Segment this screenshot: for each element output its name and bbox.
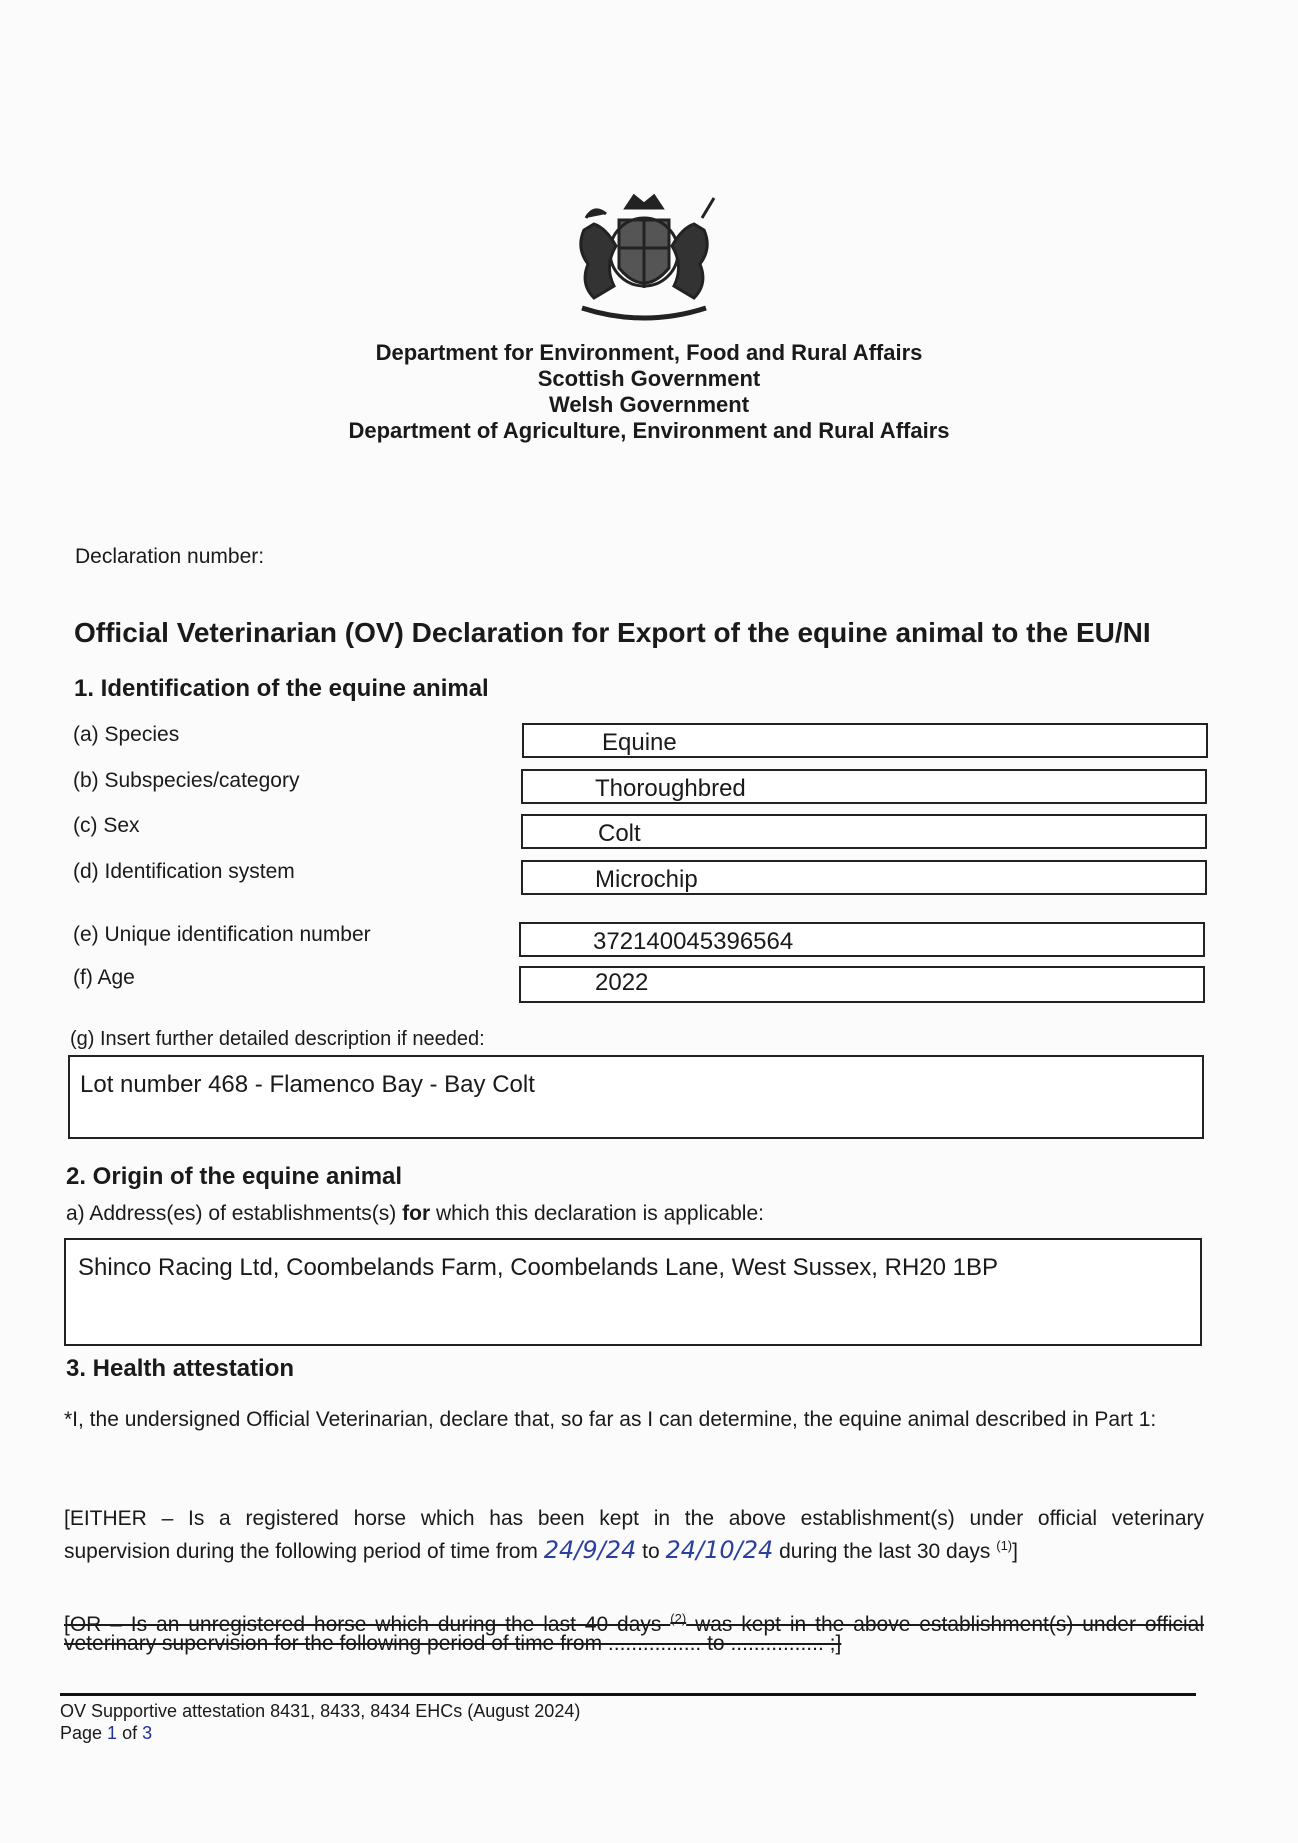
royal-coat-of-arms-emblem [564,190,724,330]
field-label: (d) Identification system [73,860,295,883]
section-1-heading: 1. Identification of the equine animal [74,675,489,702]
subspecies-field[interactable] [521,769,1207,804]
further-description-value: Lot number 468 - Flamenco Bay - Bay Colt [80,1071,535,1098]
department-name: Scottish Government [537,366,761,391]
field-value: Colt [598,820,641,847]
age-field[interactable] [519,966,1205,1003]
attestation-intro: *I, the undersigned Official Veterinarian, declare that, so far as I can determine, the equine animal described in Part 1: [64,1408,1157,1431]
address-field[interactable] [64,1238,1202,1346]
further-description-field[interactable] [68,1055,1204,1139]
field-value: Equine [602,729,677,756]
field-value: 2022 [595,969,649,996]
department-name: Department of Agriculture, Environment and Rural Affairs [348,418,950,443]
department-name: Department for Environment, Food and Rural Affairs [375,340,923,365]
field-value: Microchip [595,866,698,893]
field-label: (f) Age [73,966,135,989]
address-value: Shinco Racing Ltd, Coombelands Farm, Coombelands Lane, West Sussex, RH20 1BP [78,1254,999,1281]
identification-system-field[interactable] [521,860,1207,895]
further-description-label: (g) Insert further detailed description if needed: [70,1028,485,1050]
field-label: (b) Subspecies/category [73,769,300,792]
field-value: Thoroughbred [595,775,746,802]
sex-field[interactable] [521,814,1207,849]
page-indicator: Page 1 of 3 [60,1723,153,1743]
or-clause-line-1-struck: [OR – Is an unregistered horse which during the last 40 days $^{(2)}$ was kept in the above establishment(s) under official [64,1611,1204,1636]
handwritten-date-from: 24/9/24 [543,1536,637,1564]
unique-id-field[interactable] [519,922,1205,957]
field-label: (e) Unique identification number [73,923,371,946]
section-2-heading: 2. Origin of the equine animal [66,1163,403,1190]
document-title: Official Veterinarian (OV) Declaration for Export of the equine animal to the EU/NI [74,617,1151,648]
species-field[interactable] [522,723,1208,758]
footer-divider [60,1693,1196,1696]
section-3-heading: 3. Health attestation [66,1355,295,1382]
or-clause-line-2-struck: veterinary supervision for the following period of time from ................ to ................ ;] [64,1632,842,1655]
field-label: (c) Sex [73,814,140,837]
field-label: (a) Species [73,723,180,746]
footer-reference: OV Supportive attestation 8431, 8433, 8434 EHCs (August 2024) [60,1701,581,1721]
handwritten-date-to: 24/10/24 [665,1536,774,1564]
footer [60,1700,580,1744]
declaration-number-label: Declaration number: [75,545,265,568]
department-name: Welsh Government [548,392,750,417]
either-clause-line-1: [EITHER – Is a registered horse which has been kept in the above establishment(s) under official veterinary [64,1507,1204,1530]
either-clause-line-2: supervision during the following period of time from 24/9/24 to 24/10/24 during the last 30 days $^{(1)}$] [64,1536,1018,1564]
address-label: a) Address(es) of establishments(s) for which this declaration is applicable: [66,1202,764,1225]
field-value: 372140045396564 [593,928,794,955]
